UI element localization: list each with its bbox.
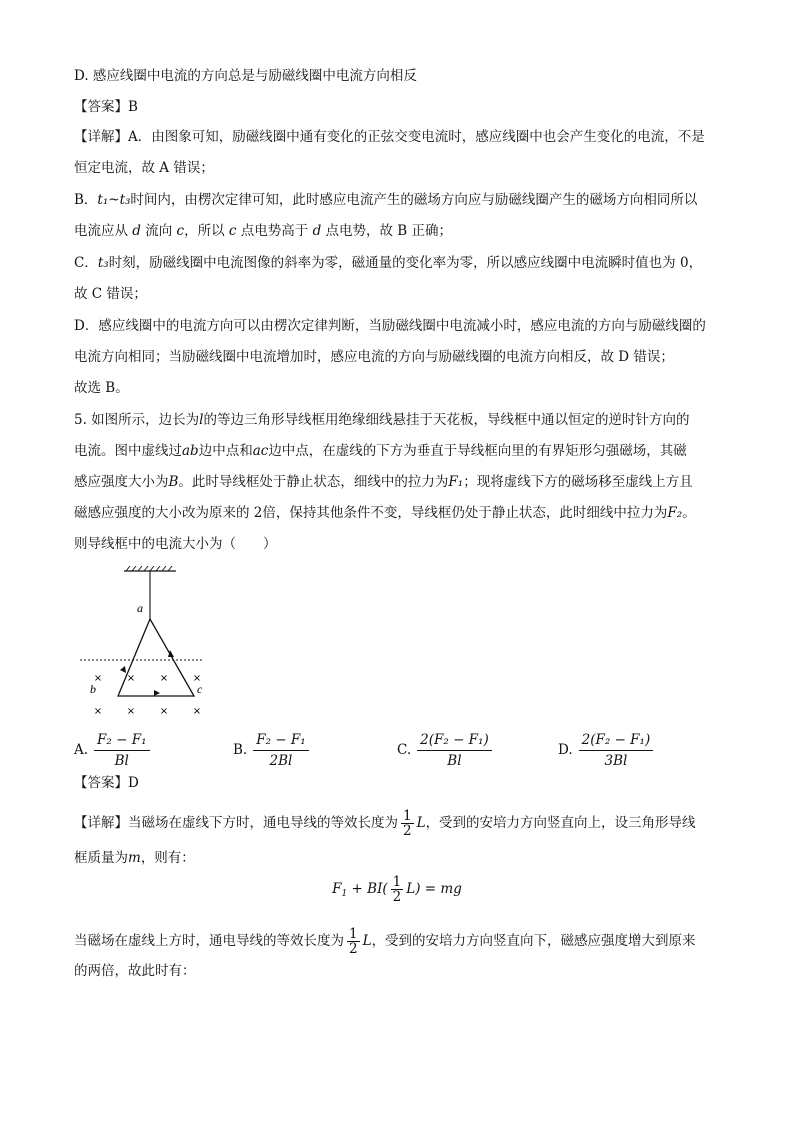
text: 框质量为 <box>74 850 128 866</box>
text: B． <box>74 192 98 208</box>
numerator: 1 <box>392 874 402 890</box>
svg-text:×: × <box>93 673 103 684</box>
current-arrow-icon <box>120 666 126 673</box>
text: 【详解】当磁场在虚线下方时，通电导线的等效长度为 <box>74 815 398 831</box>
text: 。 <box>682 505 696 521</box>
text: 时刻，励磁线圈中电流图像的斜率为零，磁通量的变化率为零，所以感应线圈中电流瞬时值也为 0， <box>108 255 703 271</box>
svg-text:×: × <box>93 706 103 717</box>
option-label: D. <box>558 742 573 758</box>
var-F1: F₁ <box>448 474 464 490</box>
var-l: l <box>199 412 204 428</box>
side-ac: ac <box>252 443 269 459</box>
text: 流向 <box>145 223 173 239</box>
text: 点电势，故 B 正确； <box>325 223 453 239</box>
detail-line <box>74 924 696 958</box>
var-B: B <box>168 474 179 490</box>
detail-line <box>74 848 195 868</box>
numerator: F₂ − F₁ <box>253 732 308 751</box>
text: ；现将虚线下方的磁场移至虚线上方且 <box>463 474 693 490</box>
svg-text:×: × <box>192 706 202 717</box>
text: ，则有： <box>140 850 195 866</box>
denominator: 2 <box>349 941 358 957</box>
ceiling-hatching <box>126 566 172 571</box>
text: 感应强度大小为 <box>74 474 169 490</box>
option-fraction <box>579 732 654 769</box>
explanation-line: 电流方向相同；当励磁线圈中电流增加时，感应电流的方向与励磁线圈的电流方向相反，故 D 错误； <box>74 349 674 365</box>
time-t3: t₃ <box>97 255 109 271</box>
option-c[interactable] <box>397 730 492 770</box>
text: ，受到的安培力方向竖直向下，磁感应强度增大到原来 <box>371 933 696 949</box>
numerator: F₂ − F₁ <box>94 732 149 751</box>
question-5-line <box>74 472 693 492</box>
point-d: d <box>132 223 141 239</box>
text: 磁感应强度的大小改为原来的 2倍，保持其他条件不变，导线框仍处于静止状态，此时细线中拉力为 <box>74 505 668 521</box>
explanation-line-d: D．感应线圈中的电流方向可以由楞次定律判断，当励磁线圈中电流减小时，感应电流的方向与励磁线圈的 <box>74 318 706 334</box>
text: 边中点，在虚线的下方为垂直于导线框向里的有界矩形匀强磁场，其磁 <box>268 443 687 459</box>
text: 时间内，由楞次定律可知，此时感应电流产生的磁场方向应与励磁线圈产生的磁场方向相同所以 <box>130 192 698 208</box>
text: 的等边三角形导线框用绝缘细线悬挂于天花板，导线框中通以恒定的逆时针方向的 <box>203 412 690 428</box>
text: 当磁场在虚线上方时，通电导线的等效长度为 <box>74 933 344 949</box>
explanation-line-b <box>74 190 697 210</box>
question-5-line <box>74 410 690 430</box>
point-d: d <box>312 223 322 239</box>
text: 5. 如图所示，边长为 <box>74 412 200 428</box>
var-L: L <box>416 815 426 831</box>
answer-label: 【答案】D <box>74 775 139 791</box>
option-b[interactable] <box>233 730 309 770</box>
text: 电流应从 <box>74 223 128 239</box>
triangle-frame-diagram <box>80 566 212 718</box>
text: 点电势高于 <box>240 223 309 239</box>
option-d-text: D. 感应线圈中电流的方向总是与励磁线圈中电流方向相反 <box>74 68 417 84</box>
var-m: m <box>128 850 141 866</box>
option-fraction <box>94 732 149 769</box>
explanation-line: 【详解】A．由图象可知，励磁线圈中通有变化的正弦交变电流时，感应线圈中也会产生变化的电流，不是 <box>74 129 705 145</box>
text: C． <box>74 255 98 271</box>
text: 。此时导线框处于静止状态，细线中的拉力为 <box>178 474 449 490</box>
answer-label: 【答案】B <box>74 99 138 115</box>
eq-part: + BI( <box>347 881 388 897</box>
detail-line: 的两倍，故此时有： <box>74 963 196 979</box>
svg-text:×: × <box>159 673 169 684</box>
question-5-line <box>74 503 696 523</box>
option-d[interactable] <box>558 730 653 770</box>
text: ，所以 <box>184 223 225 239</box>
explanation-line: 恒定电流，故 A 错误； <box>74 160 214 176</box>
option-fraction <box>253 732 308 769</box>
svg-text:×: × <box>159 706 169 717</box>
option-label: A. <box>74 742 89 758</box>
vertex-label-c: c <box>197 682 203 696</box>
text: ，受到的安培力方向竖直向上，设三角形导线 <box>425 815 696 831</box>
point-c: c <box>228 223 237 239</box>
numerator: 2(F₂ − F₁) <box>417 732 492 751</box>
svg-text:×: × <box>126 706 136 717</box>
triangle-wire-frame <box>118 619 194 696</box>
side-ab: ab <box>182 443 199 459</box>
text: 边中点和 <box>198 443 253 459</box>
numerator: 1 <box>403 808 412 824</box>
explanation-line <box>74 221 452 241</box>
option-fraction <box>417 732 492 769</box>
svg-text:×: × <box>126 673 136 684</box>
explanation-line: 故 C 错误； <box>74 286 147 302</box>
numerator: 1 <box>349 926 358 942</box>
half-fraction <box>401 809 414 838</box>
eq-sub: 1 <box>341 889 348 899</box>
current-arrow-icon <box>154 690 160 696</box>
time-range: t₁~t₃ <box>97 192 131 208</box>
point-c: c <box>176 223 185 239</box>
text: 电流。图中虚线过 <box>74 443 182 459</box>
conclusion-line: 故选 B。 <box>74 380 129 396</box>
denominator: 2 <box>392 889 402 905</box>
option-a[interactable] <box>74 730 150 770</box>
denominator: 2 <box>403 823 412 839</box>
vertex-label-a: a <box>137 601 143 615</box>
option-label: C. <box>397 742 412 758</box>
option-label: B. <box>233 742 248 758</box>
numerator: 2(F₂ − F₁) <box>579 732 654 751</box>
half-fraction <box>347 927 360 956</box>
explanation-line-c <box>74 253 702 273</box>
equation <box>0 872 794 911</box>
question-5-line <box>74 441 687 461</box>
svg-text:×: × <box>192 673 202 684</box>
denominator: Bl <box>114 752 129 769</box>
denominator: 2Bl <box>269 752 293 769</box>
eq-fraction <box>391 875 404 904</box>
eq-F: F <box>332 881 342 897</box>
denominator: Bl <box>447 752 462 769</box>
var-L: L <box>362 933 372 949</box>
denominator: 3Bl <box>604 752 628 769</box>
vertex-label-b: b <box>90 682 96 696</box>
eq-part: L) = mg <box>406 881 462 897</box>
var-F2: F₂ <box>667 505 683 521</box>
question-5-prompt: 则导线框中的电流大小为（ ） <box>74 536 277 552</box>
detail-line <box>74 806 696 840</box>
